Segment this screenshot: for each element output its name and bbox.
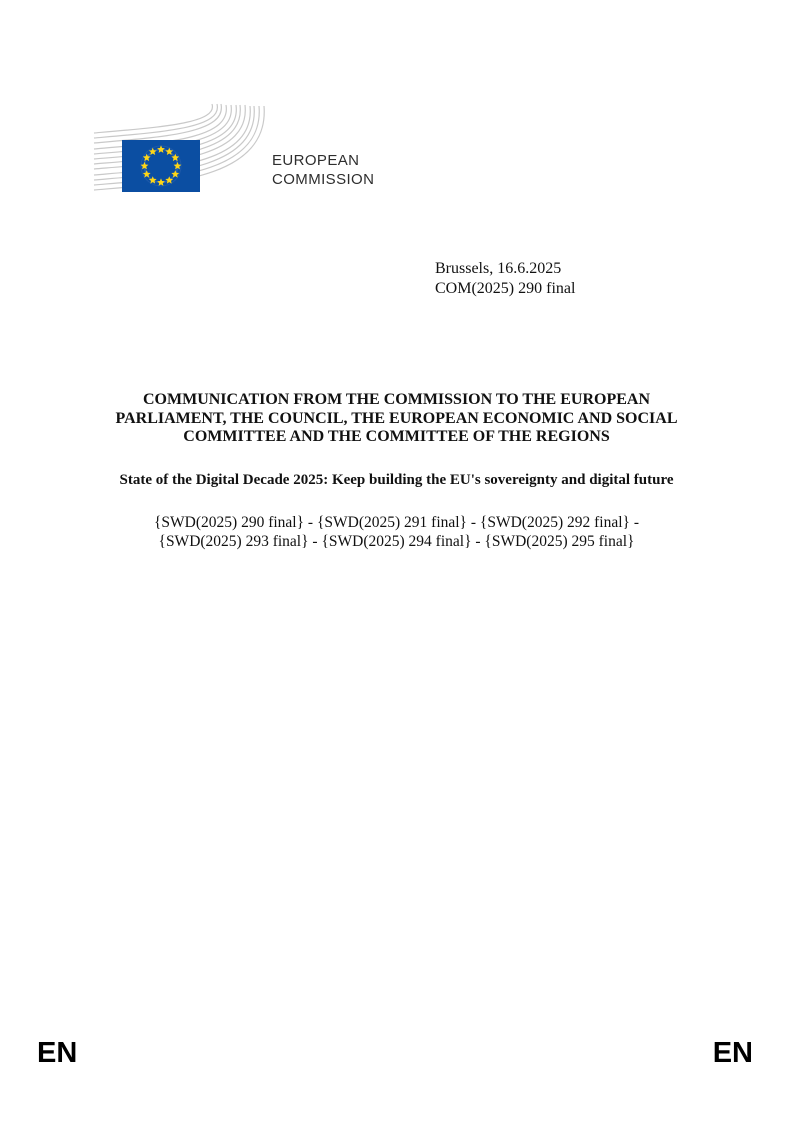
title-line: COMMUNICATION FROM THE COMMISSION TO THE EUROPEAN bbox=[142, 391, 650, 408]
document-subtitle: State of the Digital Decade 2025: Keep building the EU's sovereignty and digital future bbox=[119, 472, 674, 488]
eu-flag-swoosh-icon bbox=[92, 100, 272, 195]
document-info bbox=[435, 259, 575, 299]
place-date: Brussels, 16.6.2025 bbox=[435, 260, 562, 277]
eu-flag bbox=[122, 140, 200, 192]
logo-wordmark bbox=[272, 151, 374, 189]
swd-references-line: {SWD(2025) 290 final} - {SWD(2025) 291 final} - {SWD(2025) 292 final} - bbox=[153, 514, 639, 531]
language-code-left: EN bbox=[37, 1037, 78, 1069]
document-title bbox=[63, 391, 730, 447]
swd-references-line: {SWD(2025) 293 final} - {SWD(2025) 294 final} - {SWD(2025) 295 final} bbox=[158, 532, 635, 550]
logo-word-commission: COMMISSION bbox=[272, 171, 375, 188]
logo-word-european: EUROPEAN bbox=[272, 152, 360, 169]
language-code-right: EN bbox=[712, 1037, 753, 1069]
european-commission-logo bbox=[92, 100, 382, 195]
swd-references bbox=[63, 514, 730, 551]
title-line: COMMITTEE AND THE COMMITTEE OF THE REGIONS bbox=[183, 428, 610, 445]
document-reference: COM(2025) 290 final bbox=[435, 280, 576, 297]
title-line: PARLIAMENT, THE COUNCIL, THE EUROPEAN ECONOMIC AND SOCIAL bbox=[115, 409, 678, 427]
